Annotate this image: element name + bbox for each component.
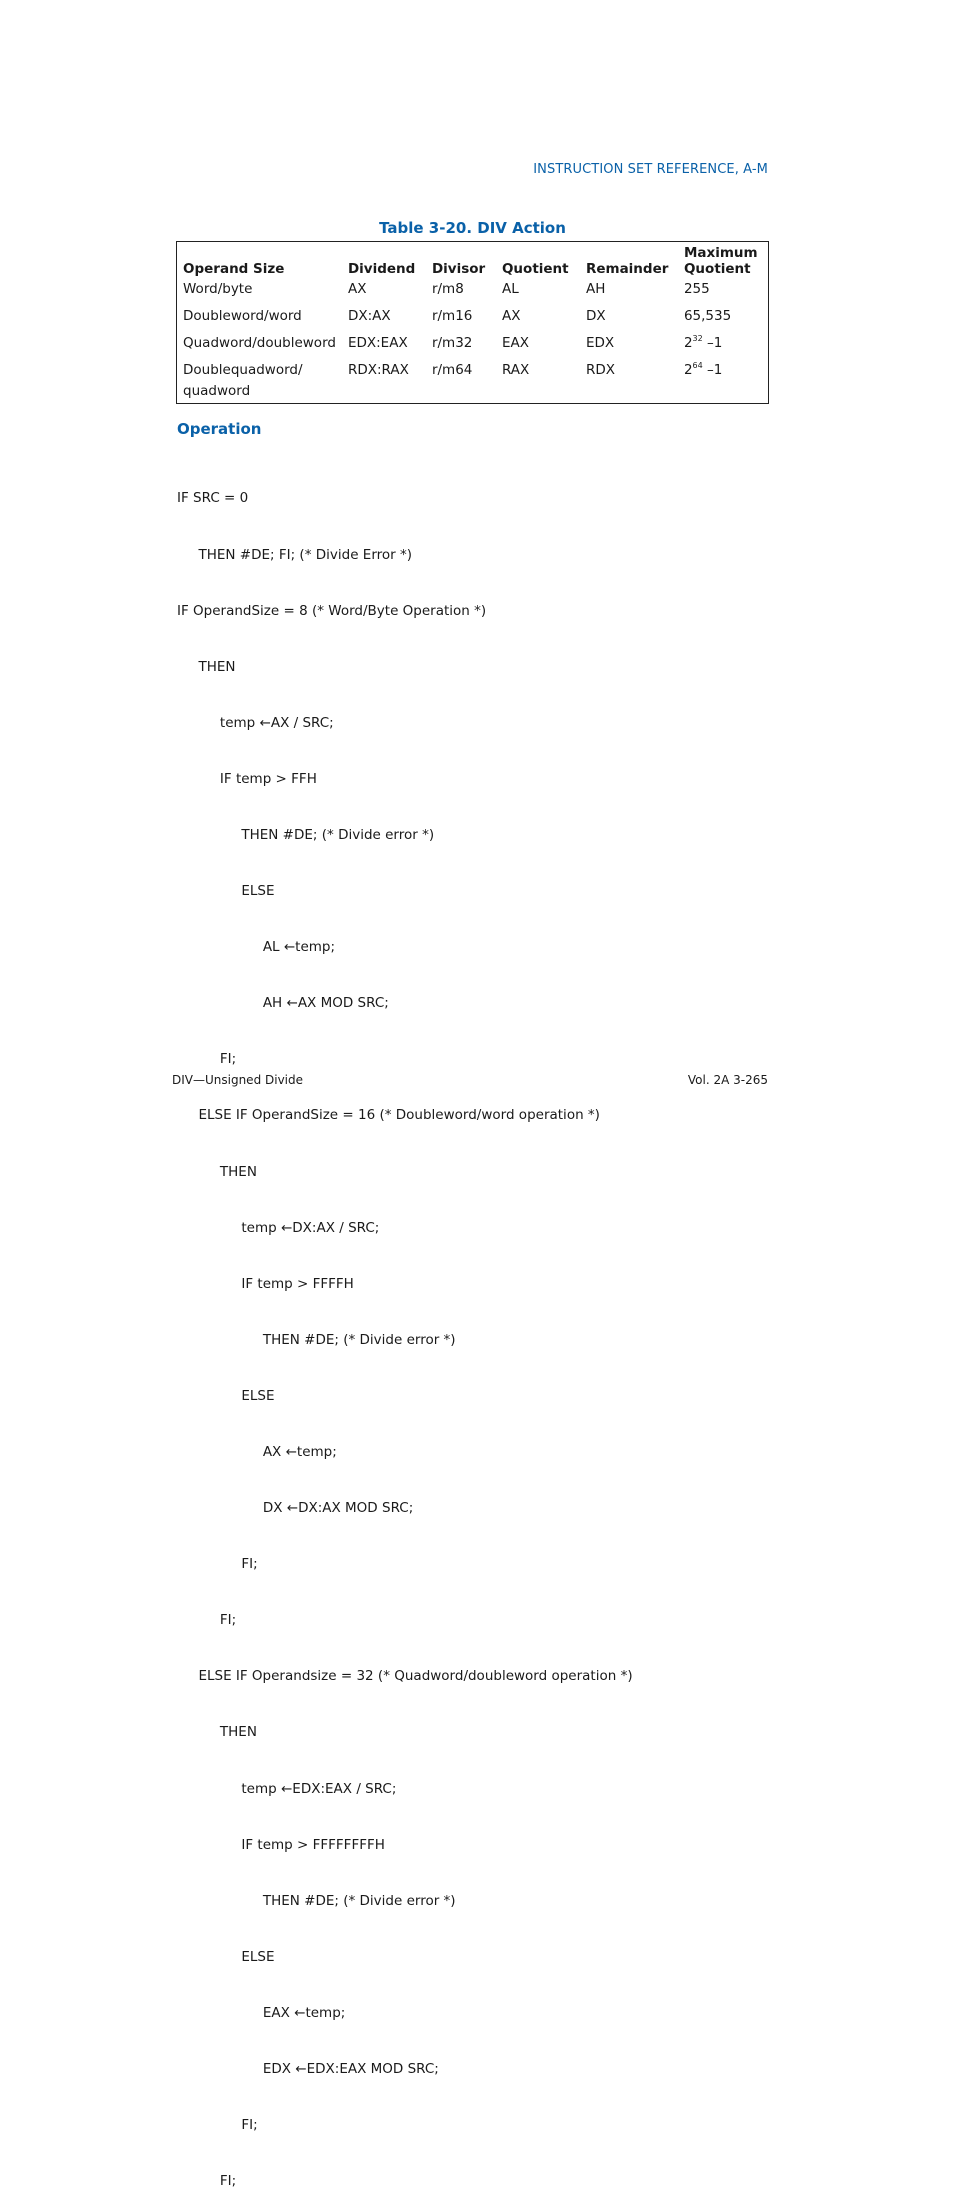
- cell-quotient: AL: [501, 281, 519, 297]
- code-line: FI;: [177, 2173, 237, 2190]
- max-base: 2: [683, 362, 693, 378]
- table-row: [177, 304, 768, 331]
- table-row: [177, 358, 768, 402]
- code-line: THEN #DE; FI; (* Divide Error *): [177, 546, 413, 563]
- table-row: [177, 277, 768, 304]
- header-quotient: Quotient: [501, 261, 569, 277]
- code-line: EDX ←EDX:EAX MOD SRC;: [177, 2061, 439, 2078]
- code-line: THEN #DE; (* Divide error *): [177, 1892, 456, 1909]
- cell-operand-size: Word/byte: [183, 281, 253, 297]
- max-exponent: 64: [692, 361, 703, 370]
- section-title-operation: Operation: [177, 420, 262, 438]
- cell-max-quotient: 255: [683, 281, 710, 297]
- code-line: temp ←EDX:EAX / SRC;: [177, 1780, 397, 1797]
- code-line: FI;: [177, 1051, 237, 1068]
- max-exponent: 32: [692, 334, 703, 343]
- code-line: ELSE: [177, 1948, 275, 1965]
- cell-quotient: AX: [501, 308, 521, 324]
- code-line: IF temp > FFH: [177, 770, 317, 787]
- table-header-row: [177, 242, 768, 277]
- code-line: temp ←DX:AX / SRC;: [177, 1219, 380, 1236]
- cell-remainder: DX: [585, 308, 606, 324]
- code-line: EAX ←temp;: [177, 2004, 346, 2021]
- code-line: THEN: [177, 1163, 257, 1180]
- header-dividend: Dividend: [347, 261, 416, 277]
- header-max-line1: Maximum: [683, 245, 758, 261]
- cell-divisor: r/m32: [431, 335, 473, 351]
- cell-max-quotient: [678, 331, 768, 358]
- cell-operand-size: Doubleword/word: [183, 308, 302, 324]
- code-line: ELSE IF Operandsize = 32 (* Quadword/doubleword operation *): [177, 1668, 633, 1685]
- cell-operand-size-line2: quadword: [183, 383, 251, 399]
- code-line: ELSE IF OperandSize = 16 (* Doubleword/word operation *): [177, 1107, 600, 1124]
- code-line: AH ←AX MOD SRC;: [177, 995, 389, 1012]
- code-line: THEN #DE; (* Divide error *): [177, 826, 435, 843]
- cell-remainder: EDX: [585, 335, 615, 351]
- code-line: DX ←DX:AX MOD SRC;: [177, 1500, 414, 1517]
- code-line: THEN #DE; (* Divide error *): [177, 1331, 456, 1348]
- code-line: ELSE: [177, 1387, 275, 1404]
- cell-dividend: EDX:EAX: [347, 335, 408, 351]
- running-header: INSTRUCTION SET REFERENCE, A-M: [533, 162, 768, 177]
- header-maximum-quotient: [678, 242, 768, 277]
- table-row: [177, 331, 768, 358]
- code-line: THEN: [177, 658, 236, 675]
- cell-operand-size: [177, 358, 342, 402]
- cell-operand-size: Quadword/doubleword: [183, 335, 336, 351]
- cell-divisor: r/m16: [431, 308, 473, 324]
- cell-divisor: r/m64: [431, 362, 473, 378]
- cell-remainder: RDX: [585, 362, 615, 378]
- header-max-line2: Quotient: [683, 261, 751, 277]
- cell-dividend: AX: [347, 281, 367, 297]
- code-line: AL ←temp;: [177, 939, 336, 956]
- code-line: THEN: [177, 1724, 257, 1741]
- max-base: 2: [683, 335, 693, 351]
- code-line: AX ←temp;: [177, 1444, 337, 1460]
- cell-quotient: EAX: [501, 335, 529, 351]
- cell-quotient: RAX: [501, 362, 530, 378]
- header-remainder: Remainder: [585, 261, 669, 277]
- max-tail: –1: [702, 362, 723, 378]
- code-line: FI;: [177, 1612, 237, 1629]
- code-line: IF SRC = 0: [177, 490, 249, 507]
- div-action-table: [176, 241, 769, 404]
- cell-max-quotient: [678, 358, 768, 402]
- code-line: IF temp > FFFFH: [177, 1275, 354, 1292]
- max-tail: –1: [702, 335, 723, 351]
- code-line: FI;: [177, 2117, 258, 2134]
- code-line: temp ←AX / SRC;: [177, 714, 334, 731]
- cell-dividend: DX:AX: [347, 308, 391, 324]
- code-line: IF OperandSize = 8 (* Word/Byte Operation *): [177, 602, 487, 619]
- code-line: IF temp > FFFFFFFFH: [177, 1836, 385, 1853]
- footer-page-number: Vol. 2A 3-265: [687, 1073, 768, 1087]
- cell-remainder: AH: [585, 281, 606, 297]
- cell-max-quotient: 65,535: [683, 308, 732, 324]
- footer-title: DIV—Unsigned Divide: [172, 1073, 304, 1087]
- table-title: Table 3-20. DIV Action: [379, 219, 566, 237]
- code-line: ELSE: [177, 883, 275, 900]
- code-line: FI;: [177, 1556, 258, 1573]
- operation-pseudocode: [177, 452, 633, 2210]
- header-operand-size: Operand Size: [183, 261, 285, 277]
- header-divisor: Divisor: [431, 261, 486, 277]
- cell-divisor: r/m8: [431, 281, 464, 297]
- cell-dividend: RDX:RAX: [347, 362, 409, 378]
- cell-operand-size-line1: Doublequadword/: [183, 362, 303, 378]
